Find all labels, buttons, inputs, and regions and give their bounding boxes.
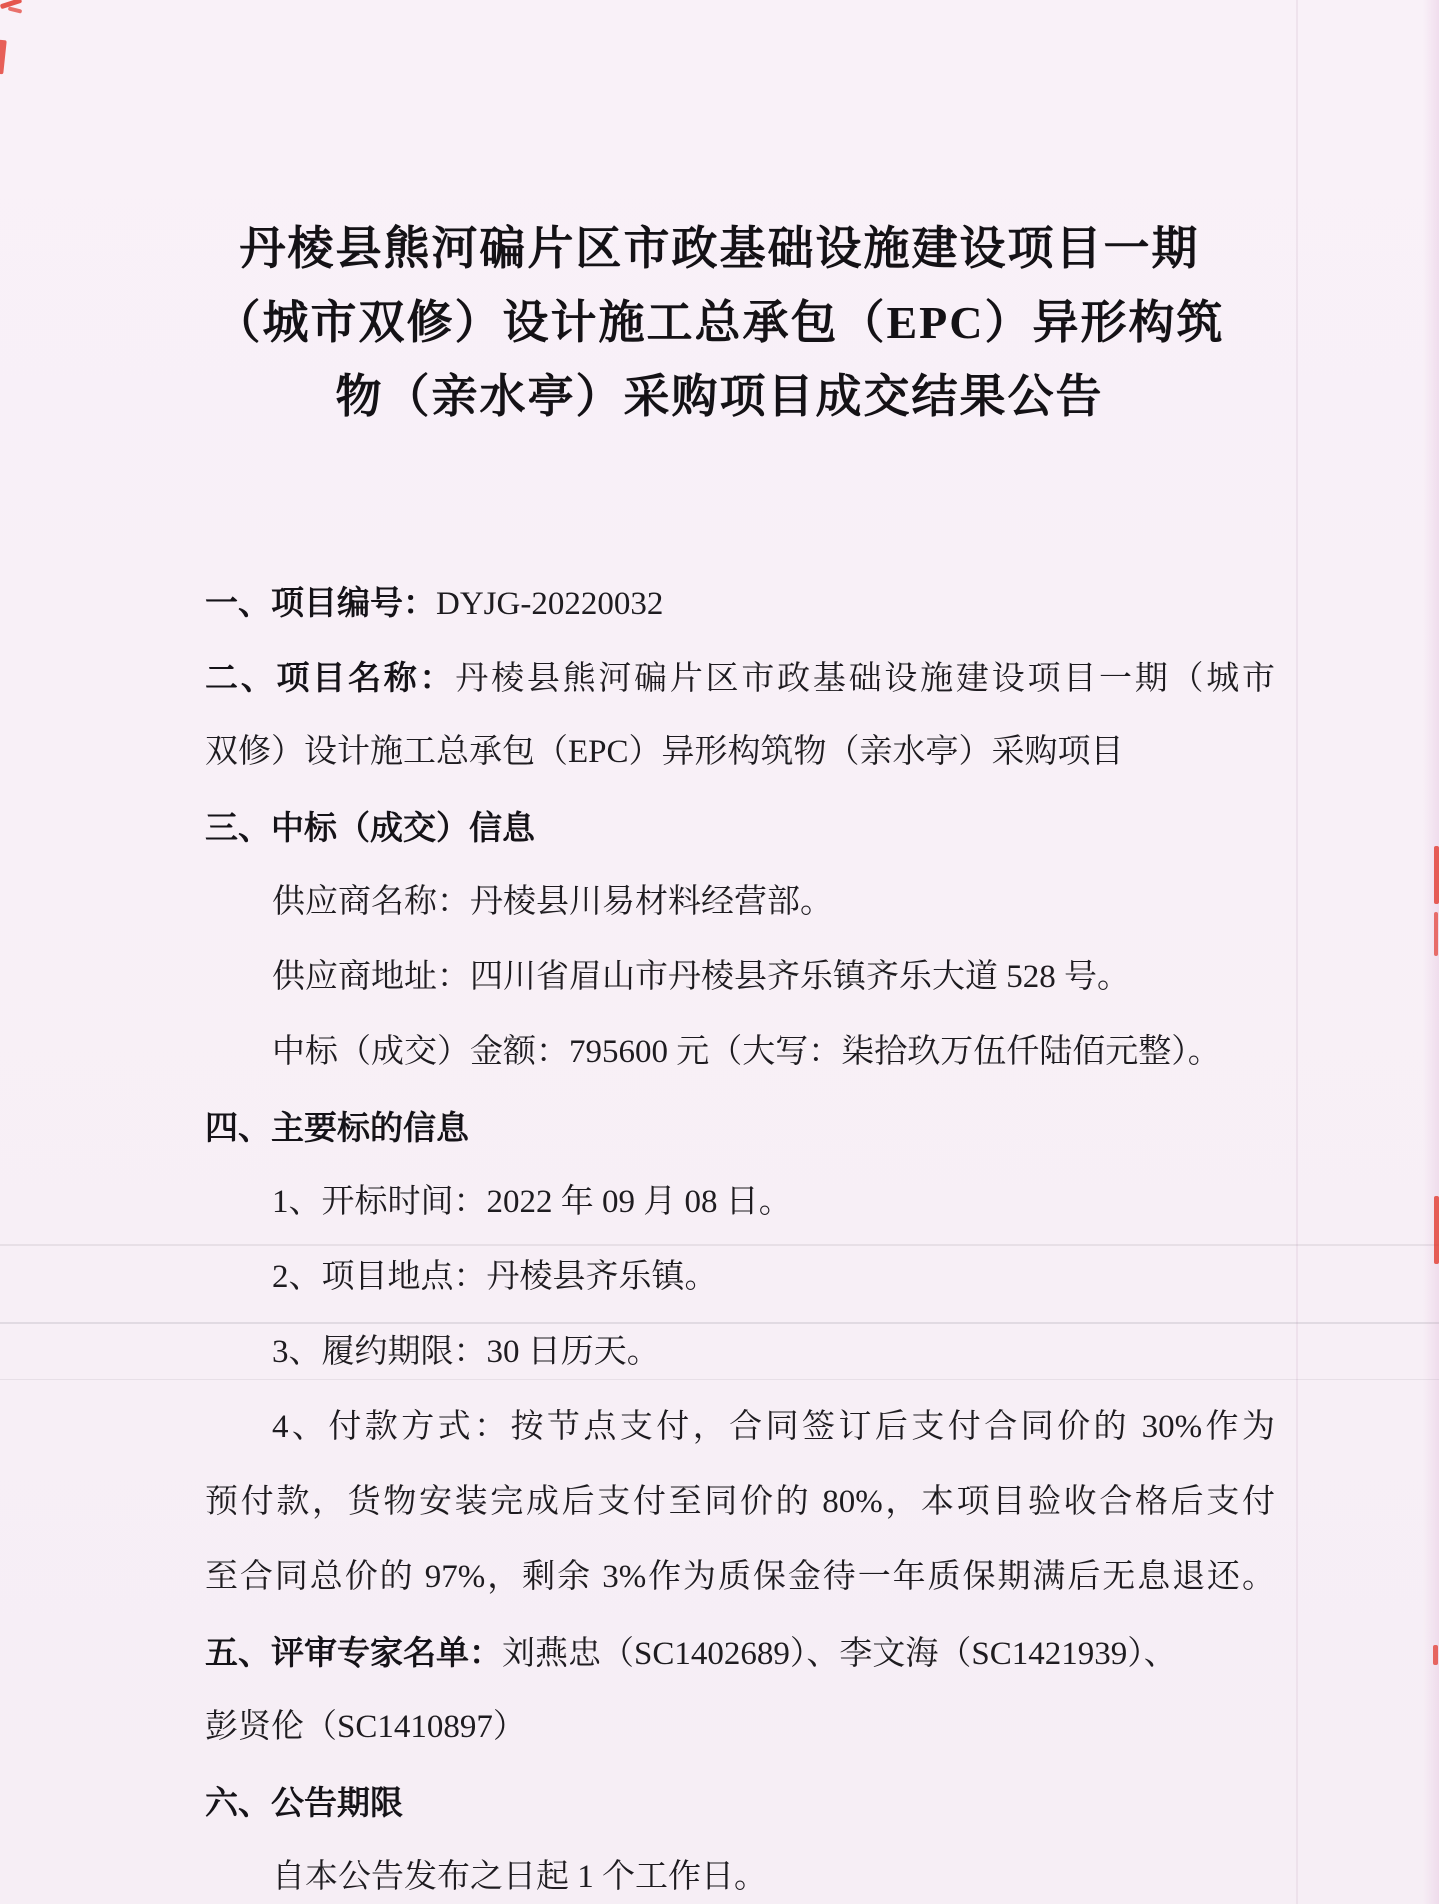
line-award-info-heading <box>205 790 1275 865</box>
line-text: 丹棱县熊河碥片区市政基础设施建设项目一期（城市 <box>455 661 1276 697</box>
line-award-amount <box>205 1015 1275 1090</box>
line-project-name <box>205 640 1275 715</box>
document-title-line: （城市双修）设计施工总承包（EPC）异形构筑 <box>214 297 1225 348</box>
section-label: 六、公告期限 <box>205 1784 403 1821</box>
document-title <box>0 212 1439 434</box>
line-text: 2、项目地点：丹棱县齐乐镇。 <box>272 1259 718 1295</box>
line-announcement-period-heading <box>205 1765 1275 1840</box>
line-performance-period <box>205 1315 1275 1390</box>
line-text: 刘燕忠（SC1402689）、李文海（SC1421939）、 <box>502 1636 1177 1672</box>
line-project-name-cont <box>205 715 1275 790</box>
line-project-number <box>205 565 1275 640</box>
line-text: 3、履约期限：30 日历天。 <box>272 1334 660 1370</box>
line-text: 1、开标时间：2022 年 09 月 08 日。 <box>272 1184 792 1220</box>
line-main-subject-heading <box>205 1090 1275 1165</box>
line-expert-list-cont <box>205 1690 1275 1765</box>
line-text: 供应商地址：四川省眉山市丹棱县齐乐镇齐乐大道 528 号。 <box>272 959 1130 995</box>
line-text: 至合同总价的 97%，剩余 3%作为质保金待一年质保期满后无息退还。 <box>205 1559 1275 1595</box>
section-label: 四、主要标的信息 <box>205 1109 469 1146</box>
line-text: 自本公告发布之日起 1 个工作日。 <box>272 1859 767 1895</box>
document-title-line: 物（亲水亭）采购项目成交结果公告 <box>335 371 1104 422</box>
scan-artifact-red <box>1434 912 1438 956</box>
line-text: 预付款，货物安装完成后支付至同价的 80%，本项目验收合格后支付 <box>205 1484 1275 1520</box>
section-label: 二、项目名称： <box>205 659 456 696</box>
line-payment-terms-cont <box>205 1465 1275 1540</box>
section-label: 五、评审专家名单： <box>205 1634 502 1671</box>
line-text: 供应商名称：丹棱县川易材料经营部。 <box>272 884 833 920</box>
line-bid-opening-time <box>205 1165 1275 1240</box>
scan-artifact-red <box>0 40 7 75</box>
line-text: DYJG-20220032 <box>436 586 664 622</box>
line-supplier-name <box>205 865 1275 940</box>
scan-artifact-red <box>1434 846 1439 904</box>
document-body <box>205 565 1275 1904</box>
line-payment-terms-cont <box>205 1540 1275 1615</box>
line-text: 中标（成交）金额：795600 元（大写：柒拾玖万伍仟陆佰元整）。 <box>272 1034 1221 1070</box>
line-text: 4、付款方式：按节点支付，合同签订后支付合同价的 30%作为 <box>272 1409 1275 1445</box>
line-payment-terms <box>205 1390 1275 1465</box>
section-label: 一、项目编号： <box>205 584 436 621</box>
document-title-line: 丹棱县熊河碥片区市政基础设施建设项目一期 <box>239 223 1200 274</box>
line-expert-list <box>205 1615 1275 1690</box>
line-text: 彭贤伦（SC1410897） <box>205 1709 526 1745</box>
line-supplier-address <box>205 940 1275 1015</box>
line-project-location <box>205 1240 1275 1315</box>
section-label: 三、中标（成交）信息 <box>205 809 535 846</box>
scan-artifact-red <box>8 6 23 13</box>
scan-artifact-red <box>1434 1196 1439 1264</box>
line-text: 双修）设计施工总承包（EPC）异形构筑物（亲水亭）采购项目 <box>205 734 1124 770</box>
line-announcement-period <box>205 1840 1275 1904</box>
scan-artifact-red <box>1433 1645 1438 1665</box>
